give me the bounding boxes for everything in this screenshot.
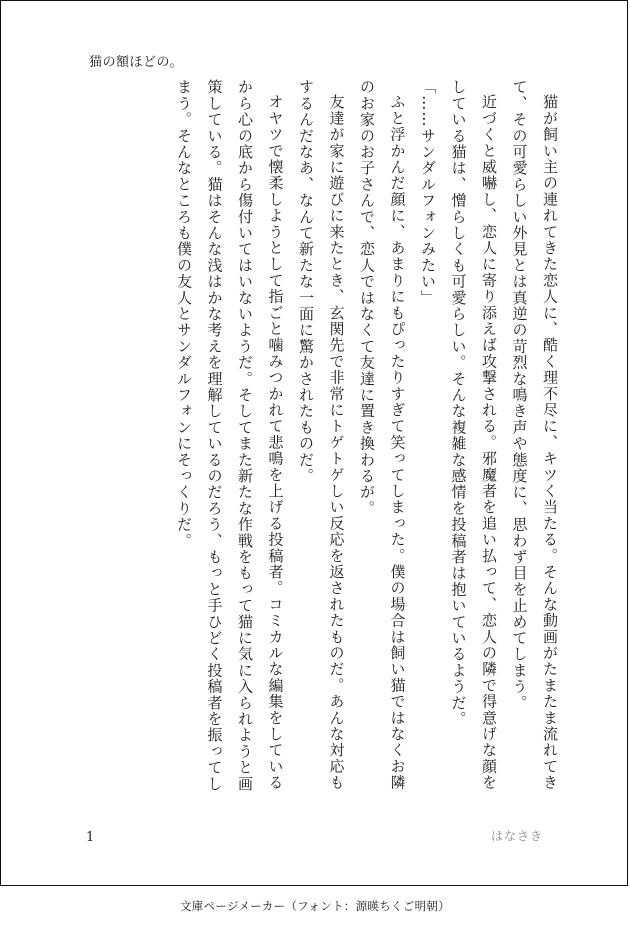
dialogue-line: 「……サンダルフォンみたい」 [419,79,437,306]
author-name: はなさき [490,829,543,843]
generator-credit: 文庫ページメーカー（フォント：源暎ちくご明朝） [179,899,451,913]
paragraph: 猫が飼い主の連れてきた恋人に、酷く理不尽に、キツく当たる。そんな動画がたまたま流れてきて、その可愛らしい外見とは真逆の苛烈な鳴き声や態度に、思わず目を止めてしまう。 [510,79,559,791]
paragraph: 近づくと威嚇し、恋人に寄り添えば攻撃される。邪魔者を追い払って、恋人の隣で得意げな顔をしている猫は、憎らしくも可愛らしい。そんな複雑な感情を投稿者は抱いているようだ。 [449,79,498,791]
paragraph: 友達が家に遊びに来たとき、玄関先で非常にトゲトゲしい反応を返されたものだ。あんな対応もするんだなあ、なんて新たな一面に驚かされたものだ。 [297,79,346,791]
paragraph: ふと浮かんだ顔に、あまりにもぴったりすぎて笑ってしまった。僕の場合は飼い猫ではなくお隣のお家のお子さんで、恋人ではなくて友達に置き換わるが。 [358,79,407,791]
running-header-title: 猫の額ほどの。 [89,55,183,70]
paragraph: オヤツで懐柔しようとして指ごと噛みつかれて悲鳴を上げる投稿者。コミカルな編集をしているから心の底から傷付いてはいないようだ。そしてまた新たな作戦をもって猫に気に入られようと画策している。猫はそんな浅はかな考えを理解しているのだろう、もっと手ひどく投稿者を振ってしまう。そんなところも僕の友人とサンダルフォンにそっくりだ。 [175,79,285,792]
vertical-text-body [85,79,565,799]
page-number: 1 [86,830,95,845]
